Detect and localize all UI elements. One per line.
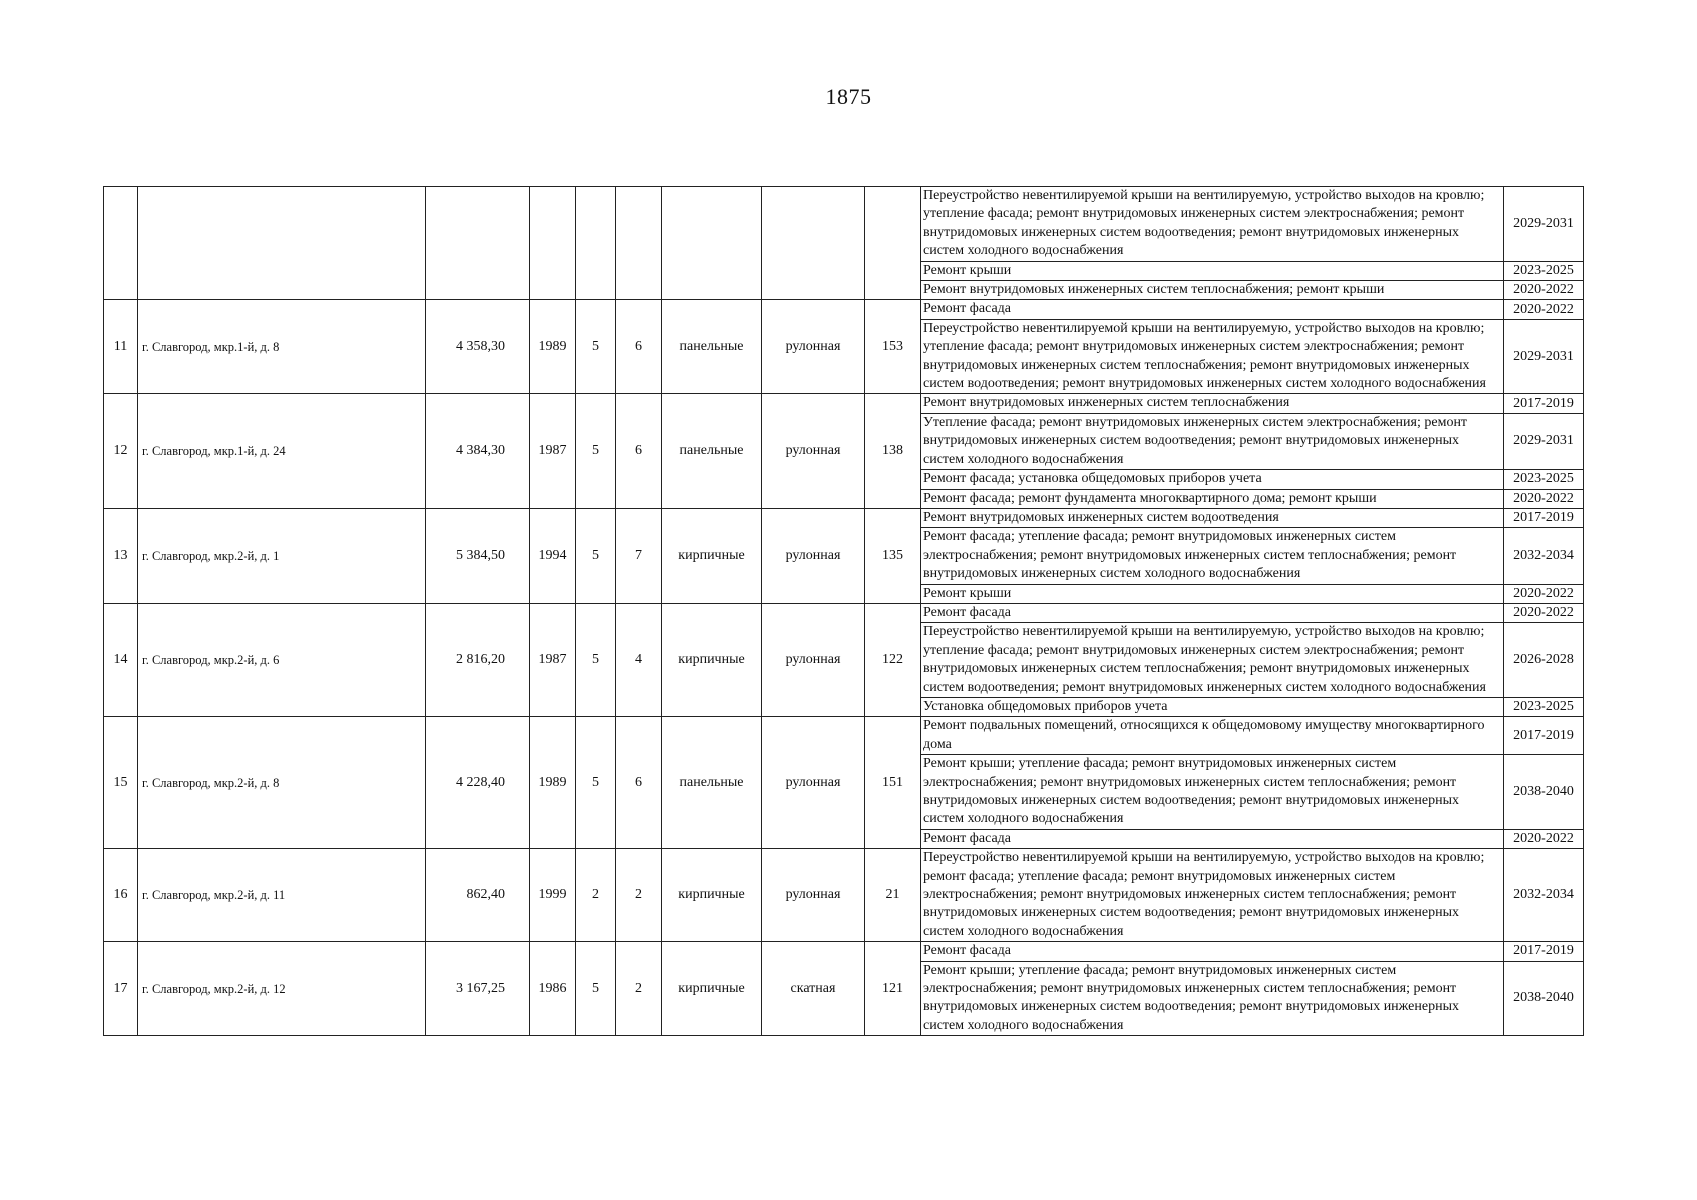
residents-cell: 135 xyxy=(865,508,921,603)
year-cell: 1989 xyxy=(530,717,576,849)
roof-type-cell: рулонная xyxy=(762,300,865,394)
year-cell: 1987 xyxy=(530,394,576,508)
row-number: 13 xyxy=(104,508,138,603)
entrances-cell: 6 xyxy=(616,300,662,394)
area-cell: 5 384,50 xyxy=(426,508,530,603)
residents-cell: 122 xyxy=(865,603,921,716)
area-cell: 862,40 xyxy=(426,849,530,942)
entrances-cell: 7 xyxy=(616,508,662,603)
work-period-cell: 2023-2025 xyxy=(1504,470,1584,489)
wall-material-cell xyxy=(662,187,762,300)
work-description-cell: Переустройство невентилируемой крыши на вентилируемую, устройство выходов на кровлю; утепление фасада; ремонт внутридомовых инженерных систем электроснабжения; ремонт внутридомовых инженерных систем теплоснабжения; ремонт внутридомовых инженерных систем водоотведения; ремонт внутридомовых инженерных систем холодного водоснабжения xyxy=(921,319,1504,394)
work-description-cell: Утепление фасада; ремонт внутридомовых инженерных систем электроснабжения; ремонт внутридомовых инженерных систем водоотведения; ремонт внутридомовых инженерных систем холодного водоснабжения xyxy=(921,413,1504,469)
work-period-cell: 2017-2019 xyxy=(1504,942,1584,961)
address-cell: г. Славгород, мкр.1-й, д. 8 xyxy=(138,300,426,394)
work-period-cell: 2038-2040 xyxy=(1504,961,1584,1036)
work-description-cell: Ремонт крыши; утепление фасада; ремонт внутридомовых инженерных систем электроснабжения; ремонт внутридомовых инженерных систем теплоснабжения; ремонт внутридомовых инженерных систем водоотведения; ремонт внутридомовых инженерных систем холодного водоснабжения xyxy=(921,755,1504,830)
address-cell: г. Славгород, мкр.2-й, д. 12 xyxy=(138,942,426,1036)
work-period-cell: 2020-2022 xyxy=(1504,281,1584,300)
area-cell: 3 167,25 xyxy=(426,942,530,1036)
work-period-cell: 2020-2022 xyxy=(1504,300,1584,319)
work-period-cell: 2023-2025 xyxy=(1504,697,1584,716)
floors-cell: 5 xyxy=(576,394,616,508)
floors-cell: 5 xyxy=(576,508,616,603)
entrances-cell: 6 xyxy=(616,394,662,508)
residents-cell: 153 xyxy=(865,300,921,394)
work-description-cell: Ремонт крыши xyxy=(921,261,1504,280)
work-description-cell: Ремонт внутридомовых инженерных систем теплоснабжения; ремонт крыши xyxy=(921,281,1504,300)
residents-cell: 138 xyxy=(865,394,921,508)
work-description-cell: Установка общедомовых приборов учета xyxy=(921,697,1504,716)
work-period-cell: 2029-2031 xyxy=(1504,319,1584,394)
table-row xyxy=(104,508,1584,527)
area-cell: 4 358,30 xyxy=(426,300,530,394)
area-cell: 4 384,30 xyxy=(426,394,530,508)
address-cell: г. Славгород, мкр.2-й, д. 8 xyxy=(138,717,426,849)
table-row xyxy=(104,187,1584,262)
address-cell xyxy=(138,187,426,300)
entrances-cell: 4 xyxy=(616,603,662,716)
residents-cell: 151 xyxy=(865,717,921,849)
year-cell: 1999 xyxy=(530,849,576,942)
work-description-cell: Ремонт внутридомовых инженерных систем теплоснабжения xyxy=(921,394,1504,413)
work-description-cell: Переустройство невентилируемой крыши на вентилируемую, устройство выходов на кровлю; ремонт фасада; утепление фасада; ремонт внутридомовых инженерных систем электроснабжения; ремонт внутридомовых инженерных систем теплоснабжения; ремонт внутридомовых инженерных систем водоотведения; ремонт внутридомовых инженерных систем холодного водоснабжения xyxy=(921,849,1504,942)
work-period-cell: 2017-2019 xyxy=(1504,394,1584,413)
table-row xyxy=(104,300,1584,319)
year-cell xyxy=(530,187,576,300)
residents-cell xyxy=(865,187,921,300)
work-description-cell: Ремонт внутридомовых инженерных систем водоотведения xyxy=(921,508,1504,527)
work-description-cell: Ремонт фасада xyxy=(921,300,1504,319)
wall-material-cell: панельные xyxy=(662,394,762,508)
work-period-cell: 2020-2022 xyxy=(1504,489,1584,508)
wall-material-cell: панельные xyxy=(662,300,762,394)
row-number: 17 xyxy=(104,942,138,1036)
work-period-cell: 2032-2034 xyxy=(1504,849,1584,942)
floors-cell: 5 xyxy=(576,300,616,394)
roof-type-cell: рулонная xyxy=(762,508,865,603)
roof-type-cell: скатная xyxy=(762,942,865,1036)
work-description-cell: Ремонт фасада; установка общедомовых приборов учета xyxy=(921,470,1504,489)
address-cell: г. Славгород, мкр.2-й, д. 6 xyxy=(138,603,426,716)
row-number: 16 xyxy=(104,849,138,942)
table-row xyxy=(104,394,1584,413)
residents-cell: 121 xyxy=(865,942,921,1036)
wall-material-cell: кирпичные xyxy=(662,849,762,942)
wall-material-cell: кирпичные xyxy=(662,942,762,1036)
roof-type-cell xyxy=(762,187,865,300)
row-number xyxy=(104,187,138,300)
floors-cell xyxy=(576,187,616,300)
work-description-cell: Ремонт фасада xyxy=(921,829,1504,848)
address-cell: г. Славгород, мкр.2-й, д. 11 xyxy=(138,849,426,942)
work-period-cell: 2029-2031 xyxy=(1504,187,1584,262)
work-period-cell: 2020-2022 xyxy=(1504,584,1584,603)
entrances-cell xyxy=(616,187,662,300)
work-period-cell: 2026-2028 xyxy=(1504,623,1584,698)
entrances-cell: 6 xyxy=(616,717,662,849)
address-cell: г. Славгород, мкр.1-й, д. 24 xyxy=(138,394,426,508)
roof-type-cell: рулонная xyxy=(762,394,865,508)
row-number: 15 xyxy=(104,717,138,849)
work-period-cell: 2029-2031 xyxy=(1504,413,1584,469)
floors-cell: 5 xyxy=(576,717,616,849)
residents-cell: 21 xyxy=(865,849,921,942)
year-cell: 1987 xyxy=(530,603,576,716)
year-cell: 1994 xyxy=(530,508,576,603)
work-description-cell: Ремонт фасада xyxy=(921,942,1504,961)
floors-cell: 5 xyxy=(576,942,616,1036)
entrances-cell: 2 xyxy=(616,942,662,1036)
work-period-cell: 2023-2025 xyxy=(1504,261,1584,280)
work-description-cell: Ремонт подвальных помещений, относящихся к общедомовому имуществу многоквартирного дома xyxy=(921,717,1504,755)
work-description-cell: Переустройство невентилируемой крыши на вентилируемую, устройство выходов на кровлю; утепление фасада; ремонт внутридомовых инженерных систем электроснабжения; ремонт внутридомовых инженерных систем водоотведения; ремонт внутридомовых инженерных систем холодного водоснабжения xyxy=(921,187,1504,262)
roof-type-cell: рулонная xyxy=(762,717,865,849)
work-description-cell: Переустройство невентилируемой крыши на вентилируемую, устройство выходов на кровлю; утепление фасада; ремонт внутридомовых инженерных систем электроснабжения; ремонт внутридомовых инженерных систем теплоснабжения; ремонт внутридомовых инженерных систем водоотведения; ремонт внутридомовых инженерных систем холодного водоснабжения xyxy=(921,623,1504,698)
area-cell: 4 228,40 xyxy=(426,717,530,849)
roof-type-cell: рулонная xyxy=(762,603,865,716)
year-cell: 1986 xyxy=(530,942,576,1036)
work-description-cell: Ремонт фасада xyxy=(921,603,1504,622)
work-description-cell: Ремонт крыши xyxy=(921,584,1504,603)
table-row xyxy=(104,603,1584,622)
work-period-cell: 2032-2034 xyxy=(1504,528,1584,584)
wall-material-cell: кирпичные xyxy=(662,508,762,603)
work-period-cell: 2020-2022 xyxy=(1504,603,1584,622)
table-row xyxy=(104,849,1584,942)
entrances-cell: 2 xyxy=(616,849,662,942)
area-cell xyxy=(426,187,530,300)
work-period-cell: 2038-2040 xyxy=(1504,755,1584,830)
row-number: 14 xyxy=(104,603,138,716)
repair-program-table xyxy=(103,186,1584,1036)
table-row xyxy=(104,942,1584,961)
table-row xyxy=(104,717,1584,755)
row-number: 12 xyxy=(104,394,138,508)
floors-cell: 5 xyxy=(576,603,616,716)
address-cell: г. Славгород, мкр.2-й, д. 1 xyxy=(138,508,426,603)
roof-type-cell: рулонная xyxy=(762,849,865,942)
work-period-cell: 2020-2022 xyxy=(1504,829,1584,848)
table-body xyxy=(104,187,1584,1036)
area-cell: 2 816,20 xyxy=(426,603,530,716)
document-sheet xyxy=(103,186,1584,1036)
year-cell: 1989 xyxy=(530,300,576,394)
work-description-cell: Ремонт фасада; ремонт фундамента многоквартирного дома; ремонт крыши xyxy=(921,489,1504,508)
work-description-cell: Ремонт крыши; утепление фасада; ремонт внутридомовых инженерных систем электроснабжения; ремонт внутридомовых инженерных систем теплоснабжения; ремонт внутридомовых инженерных систем водоотведения; ремонт внутридомовых инженерных систем холодного водоснабжения xyxy=(921,961,1504,1036)
wall-material-cell: кирпичные xyxy=(662,603,762,716)
work-description-cell: Ремонт фасада; утепление фасада; ремонт внутридомовых инженерных систем электроснабжения; ремонт внутридомовых инженерных систем теплоснабжения; ремонт внутридомовых инженерных систем холодного водоснабжения xyxy=(921,528,1504,584)
wall-material-cell: панельные xyxy=(662,717,762,849)
floors-cell: 2 xyxy=(576,849,616,942)
page-number: 1875 xyxy=(825,84,872,109)
work-period-cell: 2017-2019 xyxy=(1504,717,1584,755)
work-period-cell: 2017-2019 xyxy=(1504,508,1584,527)
row-number: 11 xyxy=(104,300,138,394)
